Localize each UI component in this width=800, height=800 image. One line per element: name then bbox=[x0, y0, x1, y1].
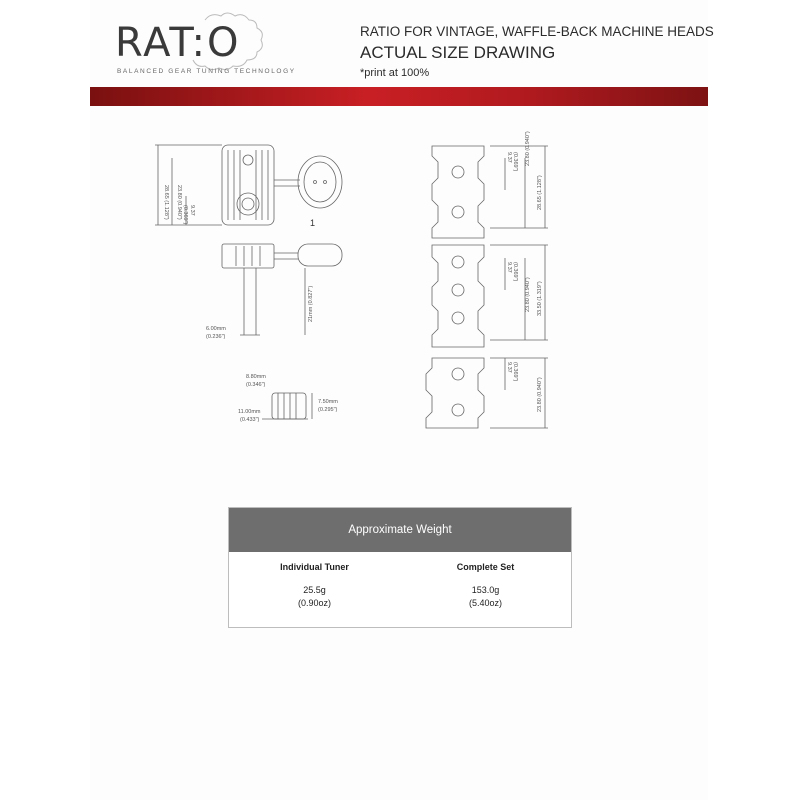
dim-plate1-d: 28.65 (1.128") bbox=[537, 175, 543, 210]
dim-plate3-a: 9.37 bbox=[506, 362, 512, 373]
dim-front-4: (0.369") bbox=[182, 205, 188, 225]
weight-value: 153.0g bbox=[471, 585, 500, 595]
column-header: Individual Tuner bbox=[280, 562, 349, 572]
document-subtitle: ACTUAL SIZE DRAWING bbox=[360, 43, 556, 62]
dim-front-3: 9.37 bbox=[189, 205, 195, 216]
dim-bushing-bottom-in: (0.433") bbox=[240, 417, 260, 423]
print-note: *print at 100% bbox=[360, 67, 430, 79]
dim-bushing-bottom-mm: 11.00mm bbox=[238, 409, 261, 415]
dim-bushing-top-in: (0.346") bbox=[246, 382, 266, 388]
logo-tagline: BALANCED GEAR TUNING TECHNOLOGY bbox=[117, 68, 296, 75]
weight-column-complete-set bbox=[400, 562, 571, 610]
dim-base-in: (0.236") bbox=[206, 334, 226, 340]
weight-value-oz: (0.90oz) bbox=[297, 598, 332, 608]
dim-front-1: 28.65 (1.128") bbox=[163, 185, 169, 220]
weight-column-individual bbox=[229, 562, 400, 610]
weight-table bbox=[228, 507, 572, 628]
dim-plate3-b: (0.369") bbox=[512, 362, 518, 382]
logo-wordmark: RAT:O bbox=[115, 20, 241, 66]
weight-value: 25.5g bbox=[303, 585, 326, 595]
document-title: RATIO FOR VINTAGE, WAFFLE-BACK MACHINE HEADS bbox=[360, 24, 714, 39]
dim-bushing-right-mm: 7.50mm bbox=[318, 399, 338, 405]
dim-plate2-c: 23.80 (0.940") bbox=[525, 277, 531, 312]
dim-front-2: 23.80 (0.940") bbox=[176, 185, 182, 220]
tuner-front-view bbox=[222, 145, 342, 225]
figure-number: 1 bbox=[310, 218, 316, 228]
weight-table-title: Approximate Weight bbox=[229, 508, 571, 552]
weight-value-oz: (5.40oz) bbox=[468, 598, 503, 608]
dim-plate2-a: 9.37 bbox=[506, 262, 512, 273]
tuner-side-view bbox=[222, 244, 342, 335]
dim-plate2-b: (0.369") bbox=[512, 262, 518, 282]
dim-base-mm: 6.00mm bbox=[206, 326, 226, 332]
dim-plate2-d: 33.50 (1.319") bbox=[537, 281, 543, 316]
dim-plate3-c: 23.80 (0.940") bbox=[537, 377, 543, 412]
plate-3 bbox=[426, 358, 548, 428]
column-header: Complete Set bbox=[456, 562, 515, 572]
bushing-view bbox=[262, 393, 312, 419]
dim-plate1-a: 9.37 bbox=[506, 152, 512, 163]
dim-bushing-top-mm: 8.80mm bbox=[246, 374, 266, 380]
dim-plate1-c: 23.80 (0.940") bbox=[525, 131, 531, 166]
dim-bushing-right-in: (0.295") bbox=[318, 407, 338, 413]
dim-post-length: 21mm (0.827") bbox=[308, 285, 314, 322]
dim-plate1-b: (0.369") bbox=[512, 152, 518, 172]
